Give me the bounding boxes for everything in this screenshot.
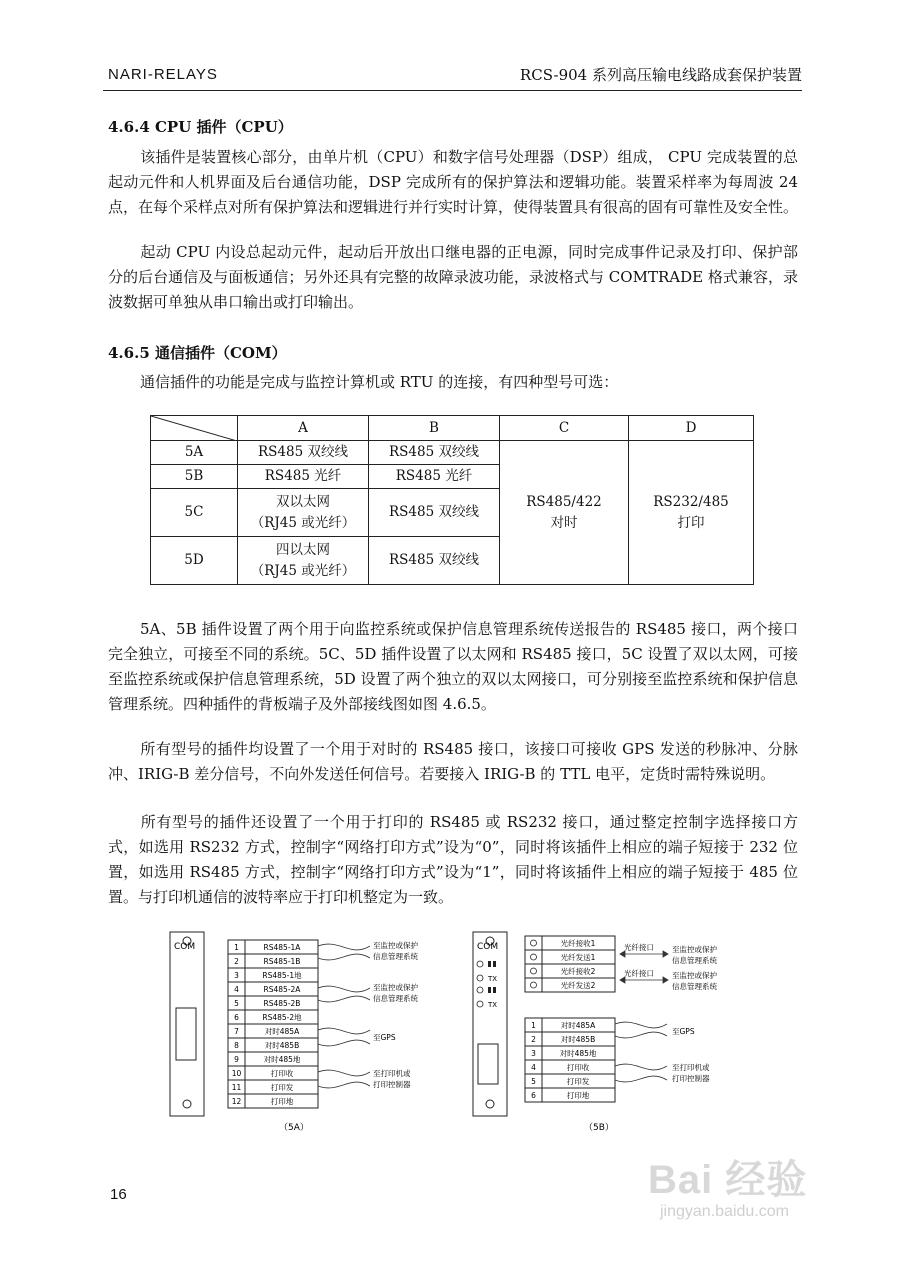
terminal-label: 打印收: [566, 1063, 590, 1072]
terminal-label: RS485-2地: [262, 1013, 302, 1022]
table-cell-b: RS485 光纤: [369, 465, 500, 489]
wiring-diagram-5b: [470, 928, 770, 1133]
table-cell-b: RS485 双绞线: [369, 489, 500, 537]
dest-text: 打印控制器: [672, 1074, 710, 1083]
fiber-label: 光纤发送2: [560, 981, 596, 990]
table-header-b: B: [369, 416, 500, 441]
terminal-number: 3: [234, 971, 239, 980]
table-corner-diagonal: [151, 416, 238, 441]
terminal-number: 12: [231, 1097, 242, 1106]
table-cell-type: 5D: [151, 537, 238, 585]
header-rule: [103, 90, 802, 91]
terminal-label: RS485-1地: [262, 971, 302, 980]
terminal-number: 7: [234, 1027, 239, 1036]
terminal-number: 5: [234, 999, 239, 1008]
fiber-label: 光纤接收2: [560, 967, 596, 976]
table-header-a: A: [238, 416, 369, 441]
fiber-label: 光纤发送1: [560, 953, 596, 962]
terminal-label: 打印地: [270, 1097, 294, 1106]
tx-label: TX: [488, 975, 498, 983]
fiber-link-label: 光纤接口: [624, 943, 654, 952]
dest-text: 信息管理系统: [373, 994, 418, 1003]
dest-text: 打印控制器: [373, 1080, 411, 1089]
dest-text: 至GPS: [373, 1033, 396, 1042]
dest-text: 至打印机或: [672, 1063, 710, 1072]
terminal-label: 对时485B: [560, 1035, 596, 1044]
diagram-caption: （5A）: [279, 1123, 309, 1133]
terminal-number: 11: [231, 1083, 242, 1092]
fiber-port-icon: [531, 982, 537, 988]
fiber-port-icon: [531, 968, 537, 974]
terminal-label: 对时485A: [560, 1021, 596, 1030]
dest-text: 至监控或保护: [672, 971, 717, 980]
dest-text: 至监控或保护: [373, 983, 418, 992]
terminal-label: RS485-2A: [263, 985, 301, 994]
terminal-label: 对时485地: [263, 1055, 301, 1064]
dest-text: 至GPS: [672, 1027, 695, 1036]
table-cell-type: 5B: [151, 465, 238, 489]
dest-text: 至监控或保护: [373, 941, 418, 950]
wiring-diagram-5a: [165, 928, 465, 1133]
fiber-label: 光纤接收1: [560, 939, 596, 948]
terminal-label: 对时485A: [264, 1027, 300, 1036]
terminal-number: 2: [234, 957, 239, 966]
baidu-watermark-url: jingyan.baidu.com: [660, 1203, 789, 1220]
terminal-label: 打印收: [270, 1069, 294, 1078]
com-intro: 通信插件的功能是完成与监控计算机或 RTU 的连接，有四种型号可选：: [140, 373, 619, 391]
terminal-label: RS485-1B: [263, 957, 301, 966]
baidu-watermark-logo: Bai 经验: [648, 1158, 808, 1202]
terminal-label: 打印地: [566, 1091, 590, 1100]
dest-text: 信息管理系统: [672, 982, 717, 991]
section-title-com: 4.6.5 通信插件（COM）: [108, 344, 287, 362]
terminal-label: 打印发: [270, 1083, 294, 1092]
terminal-number: 1: [531, 1021, 536, 1030]
page-header-left: NARI-RELAYS: [108, 66, 218, 83]
terminal-number: 3: [531, 1049, 536, 1058]
terminal-number: 10: [231, 1069, 242, 1078]
table-header-c: C: [500, 416, 629, 441]
terminal-number: 6: [234, 1013, 239, 1022]
terminal-number: 1: [234, 943, 239, 952]
terminal-label: 对时485地: [559, 1049, 597, 1058]
table-cell-b: RS485 双绞线: [369, 441, 500, 465]
terminal-number: 6: [531, 1091, 536, 1100]
terminal-number: 9: [234, 1055, 239, 1064]
tx-label: TX: [488, 1001, 498, 1009]
page-header-right: RCS-904 系列高压输电线路成套保护装置: [519, 66, 802, 84]
terminal-label: RS485-1A: [263, 943, 301, 952]
cpu-paragraph-1: 该插件是装置核心部分，由单片机（CPU）和数字信号处理器（DSP）组成， CPU 完成装置的总起动元件和人机界面及后台通信功能，DSP 完成所有的保护算法和逻辑功能。装置采样率为每周波 24 点，在每个采样点对所有保护算法和逻辑进行并行实时计算，使得装置具有很高的固有可靠性及安全性。: [108, 148, 799, 216]
fiber-port-icon: [531, 954, 537, 960]
terminal-label: 对时485B: [264, 1041, 300, 1050]
dest-text: 信息管理系统: [373, 952, 418, 961]
table-cell-a: 双以太网 （RJ45 或光纤）: [238, 489, 369, 537]
fiber-port-icon: [531, 940, 537, 946]
fiber-link-label: 光纤接口: [624, 969, 654, 978]
terminal-number: 4: [531, 1063, 536, 1072]
dest-text: 至打印机或: [373, 1069, 411, 1078]
table-cell-type: 5A: [151, 441, 238, 465]
dest-text: 信息管理系统: [672, 956, 717, 965]
terminal-number: 5: [531, 1077, 536, 1086]
terminal-number: 4: [234, 985, 239, 994]
terminal-label: 打印发: [566, 1077, 590, 1086]
table-cell-c: RS485/422 对时: [500, 441, 629, 585]
table-cell-a: 四以太网 （RJ45 或光纤）: [238, 537, 369, 585]
table-cell-type: 5C: [151, 489, 238, 537]
terminal-label: RS485-2B: [263, 999, 301, 1008]
com-paragraph-1: 5A、5B 插件设置了两个用于向监控系统或保护信息管理系统传送报告的 RS485 接口，两个接口完全独立，可接至不同的系统。5C、5D 插件设置了以太网和 RS485 接口，5C 设置了双以太网，可接至监控系统或保护信息管理系统，5D 设置了两个独立的双以太网接口，可分别接至监控系统和保护信息管理系统。四种插件的背板端子及外部接线图如图 4.6.5。: [108, 620, 798, 713]
table-cell-d: RS232/485 打印: [629, 441, 754, 585]
terminal-number: 2: [531, 1035, 536, 1044]
com-paragraph-3: 所有型号的插件还设置了一个用于打印的 RS485 或 RS232 接口，通过整定控制字选择接口方式，如选用 RS232 方式，控制字“网络打印方式”设为“0”，同时将该插件上相应的端子短接于 232 位置，如选用 RS485 方式，控制字“网络打印方式”设为“1”，同时将该插件上相应的端子短接于 485 位置。与打印机通信的波特率应于打印机整定为一致。: [108, 813, 798, 906]
dest-text: 至监控或保护: [672, 945, 717, 954]
table-header-d: D: [629, 416, 754, 441]
table-cell-b: RS485 双绞线: [369, 537, 500, 585]
table-cell-a: RS485 双绞线: [238, 441, 369, 465]
table-cell-a: RS485 光纤: [238, 465, 369, 489]
com-model-table: [150, 415, 754, 585]
page-number: 16: [110, 1186, 127, 1203]
com-paragraph-2: 所有型号的插件均设置了一个用于对时的 RS485 接口，该接口可接收 GPS 发送的秒脉冲、分脉冲、IRIG-B 差分信号，不向外发送任何信号。若要接入 IRIG-B 的 TTL 电平，定货时需特殊说明。: [108, 740, 798, 783]
diagram-caption: （5B）: [584, 1123, 614, 1133]
section-title-cpu: 4.6.4 CPU 插件（CPU）: [108, 118, 293, 136]
board-label: COM: [477, 942, 499, 952]
terminal-number: 8: [234, 1041, 239, 1050]
board-label: COM: [174, 942, 196, 952]
cpu-paragraph-2: 起动 CPU 内设总起动元件，起动后开放出口继电器的正电源，同时完成事件记录及打印、保护部分的后台通信及与面板通信；另外还具有完整的故障录波功能，录波格式与 COMTRADE 格式兼容，录波数据可单独从串口输出或打印输出。: [108, 243, 798, 311]
